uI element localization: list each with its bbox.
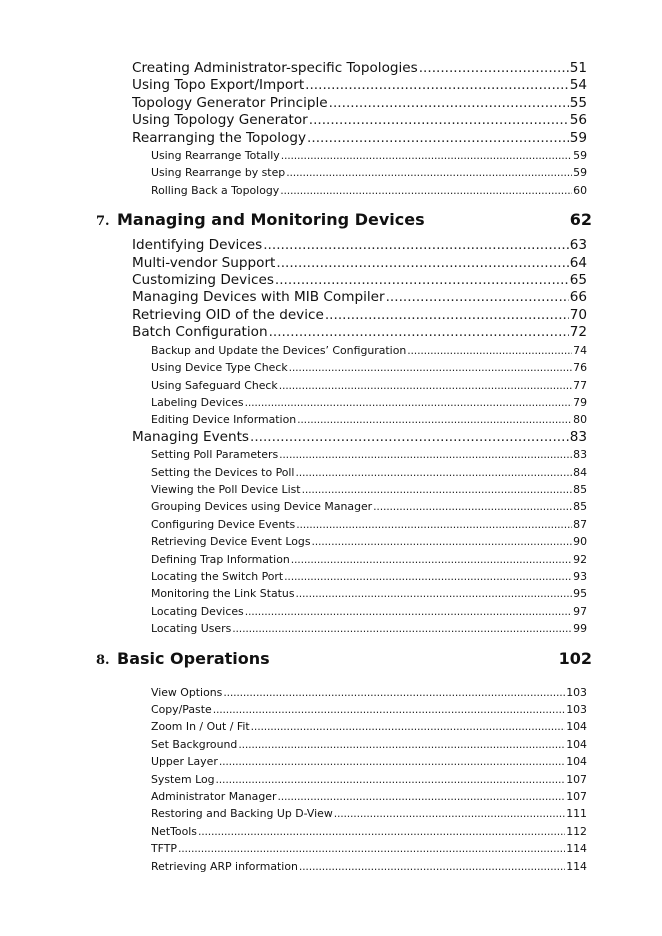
dot-leader bbox=[279, 446, 572, 463]
toc-entry-page: 59 bbox=[569, 129, 587, 146]
toc-entry-page: 93 bbox=[573, 569, 587, 583]
toc-section-chapter-8 bbox=[0, 684, 662, 875]
dot-leader bbox=[305, 77, 569, 94]
toc-entry-title: Topology Generator Principle bbox=[132, 94, 328, 111]
dot-leader bbox=[297, 411, 572, 428]
dot-leader bbox=[219, 753, 565, 770]
toc-entry[interactable] bbox=[132, 255, 587, 272]
dot-leader bbox=[373, 498, 572, 515]
toc-entry[interactable] bbox=[132, 324, 587, 341]
toc-entry[interactable] bbox=[151, 718, 587, 735]
dot-leader bbox=[325, 307, 569, 324]
toc-entry[interactable] bbox=[132, 130, 587, 147]
toc-entry[interactable] bbox=[151, 446, 587, 463]
dot-leader bbox=[263, 237, 568, 254]
toc-entry-page: 104 bbox=[566, 737, 587, 751]
toc-entry-title: Using Topology Generator bbox=[132, 112, 308, 129]
toc-entry[interactable] bbox=[151, 147, 587, 164]
toc-entry-title: Retrieving OID of the device bbox=[132, 306, 324, 323]
dot-leader bbox=[291, 551, 572, 568]
toc-entry-page: 95 bbox=[573, 587, 587, 601]
dot-leader bbox=[329, 95, 569, 112]
dot-leader bbox=[276, 255, 568, 272]
toc-entry-title: Restoring and Backing Up D-View bbox=[151, 807, 333, 821]
toc-entry[interactable] bbox=[132, 307, 587, 324]
dot-leader bbox=[295, 464, 572, 481]
toc-entry-title: Using Device Type Check bbox=[151, 361, 288, 375]
toc-entry-page: 104 bbox=[566, 755, 587, 769]
dot-leader bbox=[309, 112, 569, 129]
dot-leader bbox=[250, 429, 569, 446]
chapter-title: Basic Operations bbox=[117, 648, 270, 668]
dot-leader bbox=[296, 585, 573, 602]
toc-entry-page: 64 bbox=[569, 254, 587, 271]
toc-entry[interactable] bbox=[151, 701, 587, 718]
toc-entry-title: System Log bbox=[151, 772, 215, 786]
toc-entry[interactable] bbox=[151, 342, 587, 359]
toc-entry-title: Using Safeguard Check bbox=[151, 378, 278, 392]
toc-entry[interactable] bbox=[132, 237, 587, 254]
toc-entry[interactable] bbox=[151, 551, 587, 568]
toc-entry-title: Locating Devices bbox=[151, 604, 244, 618]
dot-leader bbox=[245, 603, 572, 620]
toc-entry-title: Defining Trap Information bbox=[151, 552, 290, 566]
toc-entry[interactable] bbox=[151, 736, 587, 753]
toc-entry-page: 83 bbox=[573, 448, 587, 462]
toc-entry-title: Batch Configuration bbox=[132, 324, 268, 341]
toc-entry-page: 56 bbox=[569, 112, 587, 129]
toc-entry-title: Configuring Device Events bbox=[151, 517, 296, 531]
toc-section-top bbox=[0, 60, 662, 199]
toc-entry-page: 70 bbox=[569, 306, 587, 323]
toc-entry[interactable] bbox=[151, 182, 587, 199]
toc-entry-page: 85 bbox=[573, 482, 587, 496]
toc-entry-page: 63 bbox=[569, 237, 587, 254]
dot-leader bbox=[334, 805, 565, 822]
toc-entry-page: 55 bbox=[569, 94, 587, 111]
toc-entry-page: 112 bbox=[566, 824, 587, 838]
toc-entry[interactable] bbox=[151, 684, 587, 701]
toc-entry-page: 114 bbox=[566, 859, 587, 873]
toc-entry-page: 104 bbox=[566, 720, 587, 734]
chapter-heading-7[interactable] bbox=[96, 210, 592, 232]
table-of-contents bbox=[0, 60, 662, 875]
toc-entry-page: 99 bbox=[573, 622, 587, 636]
toc-entry-page: 107 bbox=[566, 772, 587, 786]
dot-leader bbox=[289, 359, 573, 376]
dot-leader bbox=[269, 324, 569, 341]
toc-entry[interactable] bbox=[151, 568, 587, 585]
toc-entry[interactable] bbox=[151, 164, 587, 181]
toc-entry-page: 85 bbox=[573, 500, 587, 514]
toc-entry-page: 60 bbox=[573, 183, 587, 197]
toc-entry-title: TFTP bbox=[151, 842, 177, 856]
toc-entry-page: 84 bbox=[573, 465, 587, 479]
toc-entry-page: 72 bbox=[569, 324, 587, 341]
toc-entry-title: NetTools bbox=[151, 824, 197, 838]
toc-entry-title: Administrator Manager bbox=[151, 790, 277, 804]
dot-leader bbox=[386, 289, 569, 306]
toc-entry[interactable] bbox=[151, 481, 587, 498]
dot-leader bbox=[238, 736, 565, 753]
toc-entry-title: Setting Poll Parameters bbox=[151, 448, 279, 462]
dot-leader bbox=[419, 60, 569, 77]
toc-entry-page: 59 bbox=[573, 149, 587, 163]
dot-leader bbox=[277, 788, 565, 805]
toc-entry-title: Set Background bbox=[151, 737, 238, 751]
toc-entry-title: Retrieving Device Event Logs bbox=[151, 535, 311, 549]
chapter-page: 62 bbox=[569, 210, 592, 230]
toc-entry[interactable] bbox=[132, 77, 587, 94]
chapter-title: Managing and Monitoring Devices bbox=[117, 210, 425, 230]
toc-entry[interactable] bbox=[151, 823, 587, 840]
dot-leader bbox=[281, 147, 572, 164]
dot-leader bbox=[302, 481, 573, 498]
toc-entry[interactable] bbox=[132, 112, 587, 129]
toc-entry[interactable] bbox=[151, 771, 587, 788]
toc-entry-title: Using Topo Export/Import bbox=[132, 77, 305, 94]
toc-entry-title: Using Rearrange by step bbox=[151, 166, 286, 180]
toc-entry-title: Rolling Back a Topology bbox=[151, 183, 280, 197]
toc-entry-title: Creating Administrator-specific Topologies bbox=[132, 60, 418, 76]
toc-entry-title: Identifying Devices bbox=[132, 237, 263, 254]
chapter-heading-8[interactable] bbox=[96, 649, 592, 671]
dot-leader bbox=[280, 182, 572, 199]
dot-leader bbox=[251, 718, 566, 735]
toc-entry[interactable] bbox=[151, 516, 587, 533]
toc-entry-title: Backup and Update the Devices’ Configuration bbox=[151, 343, 407, 357]
toc-entry-title: Labeling Devices bbox=[151, 395, 244, 409]
toc-entry-page: 66 bbox=[569, 289, 587, 306]
toc-section-chapter-7 bbox=[0, 237, 662, 637]
toc-entry-page: 54 bbox=[569, 77, 587, 94]
toc-entry-page: 87 bbox=[573, 517, 587, 531]
toc-entry[interactable] bbox=[151, 620, 587, 637]
toc-entry-title: Customizing Devices bbox=[132, 272, 274, 289]
chapter-number: 8. bbox=[96, 652, 110, 668]
toc-entry-page: 76 bbox=[573, 361, 587, 375]
toc-entry[interactable] bbox=[151, 585, 587, 602]
toc-entry-page: 59 bbox=[573, 166, 587, 180]
toc-entry-page: 74 bbox=[573, 343, 587, 357]
toc-entry[interactable] bbox=[151, 394, 587, 411]
toc-entry-title: Monitoring the Link Status bbox=[151, 587, 295, 601]
toc-entry[interactable] bbox=[132, 60, 587, 77]
toc-entry-page: 90 bbox=[573, 535, 587, 549]
toc-entry[interactable] bbox=[151, 377, 587, 394]
toc-entry-page: 97 bbox=[573, 604, 587, 618]
chapter-number: 7. bbox=[96, 214, 110, 230]
toc-entry[interactable] bbox=[151, 858, 587, 875]
toc-entry-title: Setting the Devices to Poll bbox=[151, 465, 295, 479]
toc-entry-page: 77 bbox=[573, 378, 587, 392]
toc-entry-title: Editing Device Information bbox=[151, 413, 297, 427]
dot-leader bbox=[286, 164, 572, 181]
toc-entry-page: 103 bbox=[566, 685, 587, 699]
toc-entry[interactable] bbox=[132, 272, 587, 289]
dot-leader bbox=[296, 516, 572, 533]
toc-entry-title: Upper Layer bbox=[151, 755, 218, 769]
toc-entry-title: Retrieving ARP information bbox=[151, 859, 298, 873]
toc-entry[interactable] bbox=[151, 411, 587, 428]
toc-entry-page: 80 bbox=[573, 413, 587, 427]
toc-entry-page: 114 bbox=[566, 842, 587, 856]
toc-entry-title: Managing Devices with MIB Compiler bbox=[132, 289, 385, 306]
dot-leader bbox=[198, 823, 565, 840]
toc-entry-title: Multi-vendor Support bbox=[132, 254, 276, 271]
toc-entry[interactable] bbox=[151, 805, 587, 822]
dot-leader bbox=[223, 684, 565, 701]
toc-entry-title: Using Rearrange Totally bbox=[151, 149, 280, 163]
toc-entry[interactable] bbox=[151, 753, 587, 770]
chapter-page: 102 bbox=[558, 648, 592, 668]
toc-entry-page: 107 bbox=[566, 790, 587, 804]
dot-leader bbox=[299, 858, 565, 875]
toc-entry-page: 65 bbox=[569, 272, 587, 289]
dot-leader bbox=[213, 701, 566, 718]
toc-entry-title: Managing Events bbox=[132, 428, 250, 445]
toc-entry-page: 83 bbox=[569, 428, 587, 445]
toc-entry[interactable] bbox=[151, 788, 587, 805]
toc-entry-title: View Options bbox=[151, 685, 223, 699]
toc-entry-page: 51 bbox=[569, 60, 587, 76]
toc-entry-page: 92 bbox=[573, 552, 587, 566]
dot-leader bbox=[407, 342, 572, 359]
toc-entry[interactable] bbox=[151, 840, 587, 857]
toc-entry-title: Viewing the Poll Device List bbox=[151, 482, 301, 496]
toc-entry-page: 79 bbox=[573, 395, 587, 409]
toc-entry-title: Rearranging the Topology bbox=[132, 129, 307, 146]
toc-entry[interactable] bbox=[151, 603, 587, 620]
toc-entry[interactable] bbox=[151, 464, 587, 481]
toc-entry-title: Locating the Switch Port bbox=[151, 569, 284, 583]
toc-entry[interactable] bbox=[151, 498, 587, 515]
dot-leader bbox=[216, 771, 566, 788]
dot-leader bbox=[312, 533, 573, 550]
dot-leader bbox=[284, 568, 572, 585]
toc-entry-title: Copy/Paste bbox=[151, 703, 212, 716]
toc-entry[interactable] bbox=[151, 359, 587, 376]
dot-leader bbox=[178, 840, 565, 857]
dot-leader bbox=[232, 620, 572, 637]
toc-entry-title: Locating Users bbox=[151, 622, 232, 636]
toc-entry[interactable] bbox=[151, 533, 587, 550]
toc-entry[interactable] bbox=[132, 429, 587, 446]
dot-leader bbox=[307, 130, 569, 147]
toc-entry-page: 103 bbox=[566, 703, 587, 716]
dot-leader bbox=[275, 272, 569, 289]
toc-entry-title: Zoom In / Out / Fit bbox=[151, 720, 250, 734]
toc-entry-title: Grouping Devices using Device Manager bbox=[151, 500, 373, 514]
toc-entry[interactable] bbox=[132, 95, 587, 112]
toc-entry-page: 111 bbox=[566, 807, 587, 821]
dot-leader bbox=[245, 394, 573, 411]
toc-entry[interactable] bbox=[132, 289, 587, 306]
dot-leader bbox=[279, 377, 572, 394]
